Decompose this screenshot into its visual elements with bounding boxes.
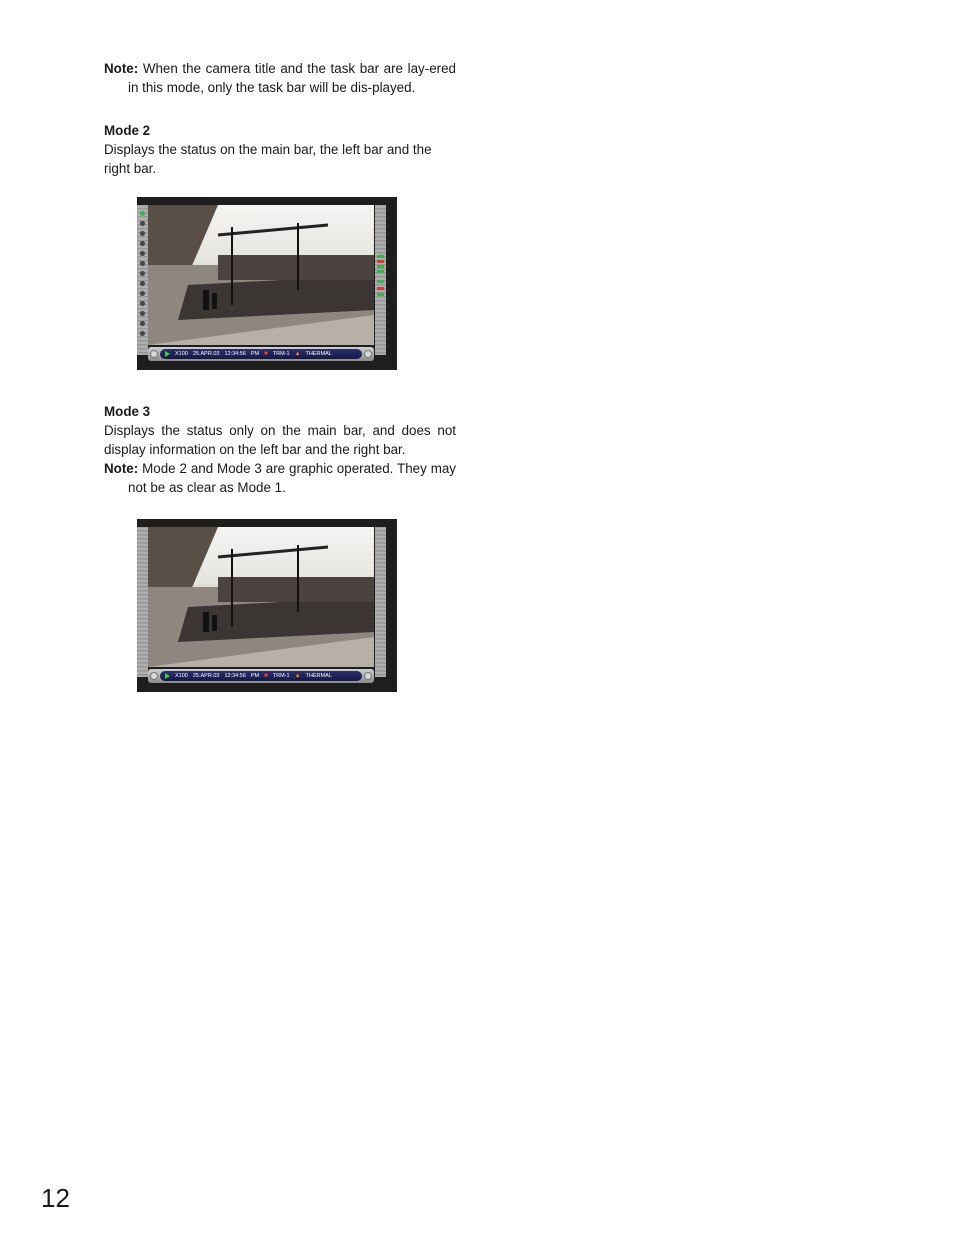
warning-icon: ▲: [294, 673, 301, 679]
status-dot-icon: [140, 241, 145, 246]
mode3-section: [104, 402, 456, 497]
knob-icon: [150, 672, 158, 680]
page-number: 12: [41, 1183, 70, 1213]
mode2-screenshot: [137, 197, 397, 370]
terminal-label: TRM-1: [272, 351, 290, 357]
train-station-image: [148, 527, 374, 667]
alarm-label: THERMAL: [305, 351, 332, 357]
status-dot-icon: [140, 211, 145, 216]
status-indicator-icon: [377, 287, 384, 290]
status-dot-icon: [140, 261, 145, 266]
knob-icon: [364, 350, 372, 358]
mode2-description: Displays the status on the main bar, the left bar and the right bar.: [104, 142, 432, 176]
status-dot-icon: [140, 281, 145, 286]
date-label: 25.APR.03: [192, 351, 220, 357]
time-label: 12:34:56: [224, 673, 246, 679]
right-bar: [375, 527, 386, 677]
main-status-bar: [148, 347, 374, 361]
date-label: 25.APR.03: [192, 673, 220, 679]
status-indicator-icon: [377, 293, 384, 296]
train-station-image: [148, 205, 374, 345]
status-dot-icon: [140, 301, 145, 306]
camera-image: [148, 527, 374, 667]
note-text: When the camera title and the task bar are lay-ered in this mode, only the task bar will be dis-played.: [128, 61, 456, 96]
warning-icon: ▲: [294, 351, 301, 357]
left-bar: [137, 527, 148, 677]
terminal-label: TRM-1: [272, 673, 290, 679]
note-label: Note:: [104, 461, 139, 476]
status-dot-icon: [140, 321, 145, 326]
status-indicator-icon: [377, 270, 384, 273]
left-status-bar: [137, 205, 148, 355]
main-status-bar: [148, 669, 374, 683]
status-indicator-icon: [377, 265, 384, 268]
mode3-title: Mode 3: [104, 404, 151, 419]
alarm-label: THERMAL: [305, 673, 332, 679]
mode3-screenshot: [137, 519, 397, 692]
note-block: [104, 46, 456, 111]
status-dot-icon: [140, 251, 145, 256]
speed-label: X100: [175, 351, 188, 357]
record-icon: ■: [264, 351, 268, 357]
note-label: Note:: [104, 61, 139, 77]
status-indicator-icon: [377, 255, 384, 258]
mode3-description: Displays the status only on the main bar, and does not display information on the left bar and the right bar.: [104, 423, 456, 457]
status-indicator-icon: [377, 260, 384, 263]
knob-icon: [364, 672, 372, 680]
status-dot-icon: [140, 221, 145, 226]
mode2-title: Mode 2: [104, 123, 151, 138]
ampm-label: PM: [250, 351, 260, 357]
speed-label: X100: [175, 673, 188, 679]
status-dot-icon: [140, 291, 145, 296]
ampm-label: PM: [250, 673, 260, 679]
camera-image: [148, 205, 374, 345]
status-dot-icon: [140, 271, 145, 276]
status-dot-icon: [140, 331, 145, 336]
status-dot-icon: [140, 231, 145, 236]
status-dot-icon: [140, 311, 145, 316]
record-icon: ■: [264, 673, 268, 679]
play-icon: [165, 673, 170, 679]
mode2-section: [104, 121, 456, 178]
note-text: Mode 2 and Mode 3 are graphic operated. They may not be as clear as Mode 1.: [128, 461, 456, 495]
knob-icon: [150, 350, 158, 358]
right-status-bar: [375, 205, 386, 355]
status-indicator-icon: [377, 280, 384, 283]
play-icon: [165, 351, 170, 357]
time-label: 12:34:56: [224, 351, 246, 357]
